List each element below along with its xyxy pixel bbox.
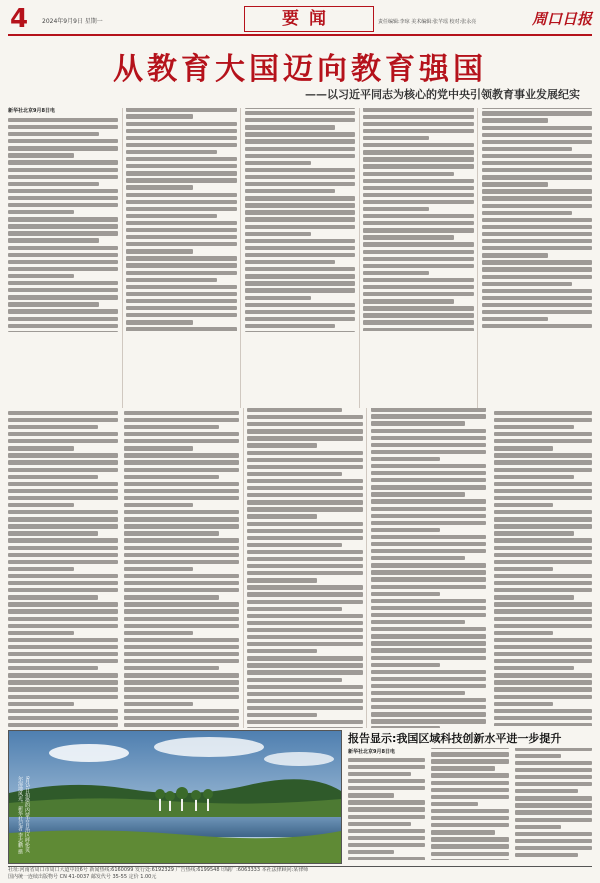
landscape-illustration	[9, 731, 341, 863]
newspaper-logo: 周口日报	[531, 10, 592, 28]
landscape-photo	[8, 730, 342, 864]
news-brief-body	[348, 748, 592, 860]
footer-contact-line: 社址:河南省周口市周口大道中段6号 新闻热线:6160099 发行处:6192329 广告热线:6199548 印刷厂:6063333 本社法律顾问:某律师	[8, 867, 309, 873]
footer-publication-line: 国内统一连续出版物号 CN 41-0037 邮发代号 35-55 定价 1.00元	[8, 873, 157, 880]
page-header	[8, 6, 592, 36]
article-headline: 从教育大国迈向教育强国	[113, 52, 487, 87]
section-title: 要闻	[244, 6, 374, 32]
issue-date: 2024年9月9日 星期一	[42, 18, 103, 25]
article-continuation-right	[494, 408, 592, 726]
editor-credits: 责任编辑:李琼 美术编辑:张芊瑶 校对:张永亮	[378, 19, 477, 25]
page-footer	[8, 866, 592, 881]
news-brief	[348, 730, 592, 862]
article-continuation-left	[8, 408, 118, 778]
article-dateline: 新华社北京9月8日电	[8, 108, 55, 114]
photo-caption: 9月5日拍摄的内蒙古自治区呼伦贝尔湿地风光。新华社记者 李志鹏 摄	[17, 776, 30, 855]
article-continuation-middle	[124, 408, 486, 728]
article-subheadline: ——以习近平同志为核心的党中央引领教育事业发展纪实	[305, 88, 580, 101]
news-brief-dateline: 新华社北京9月8日电	[348, 749, 395, 755]
article-body	[8, 108, 592, 408]
news-brief-title: 报告显示:我国区域科技创新水平进一步提升	[348, 732, 562, 745]
page-number: 4	[10, 4, 29, 34]
